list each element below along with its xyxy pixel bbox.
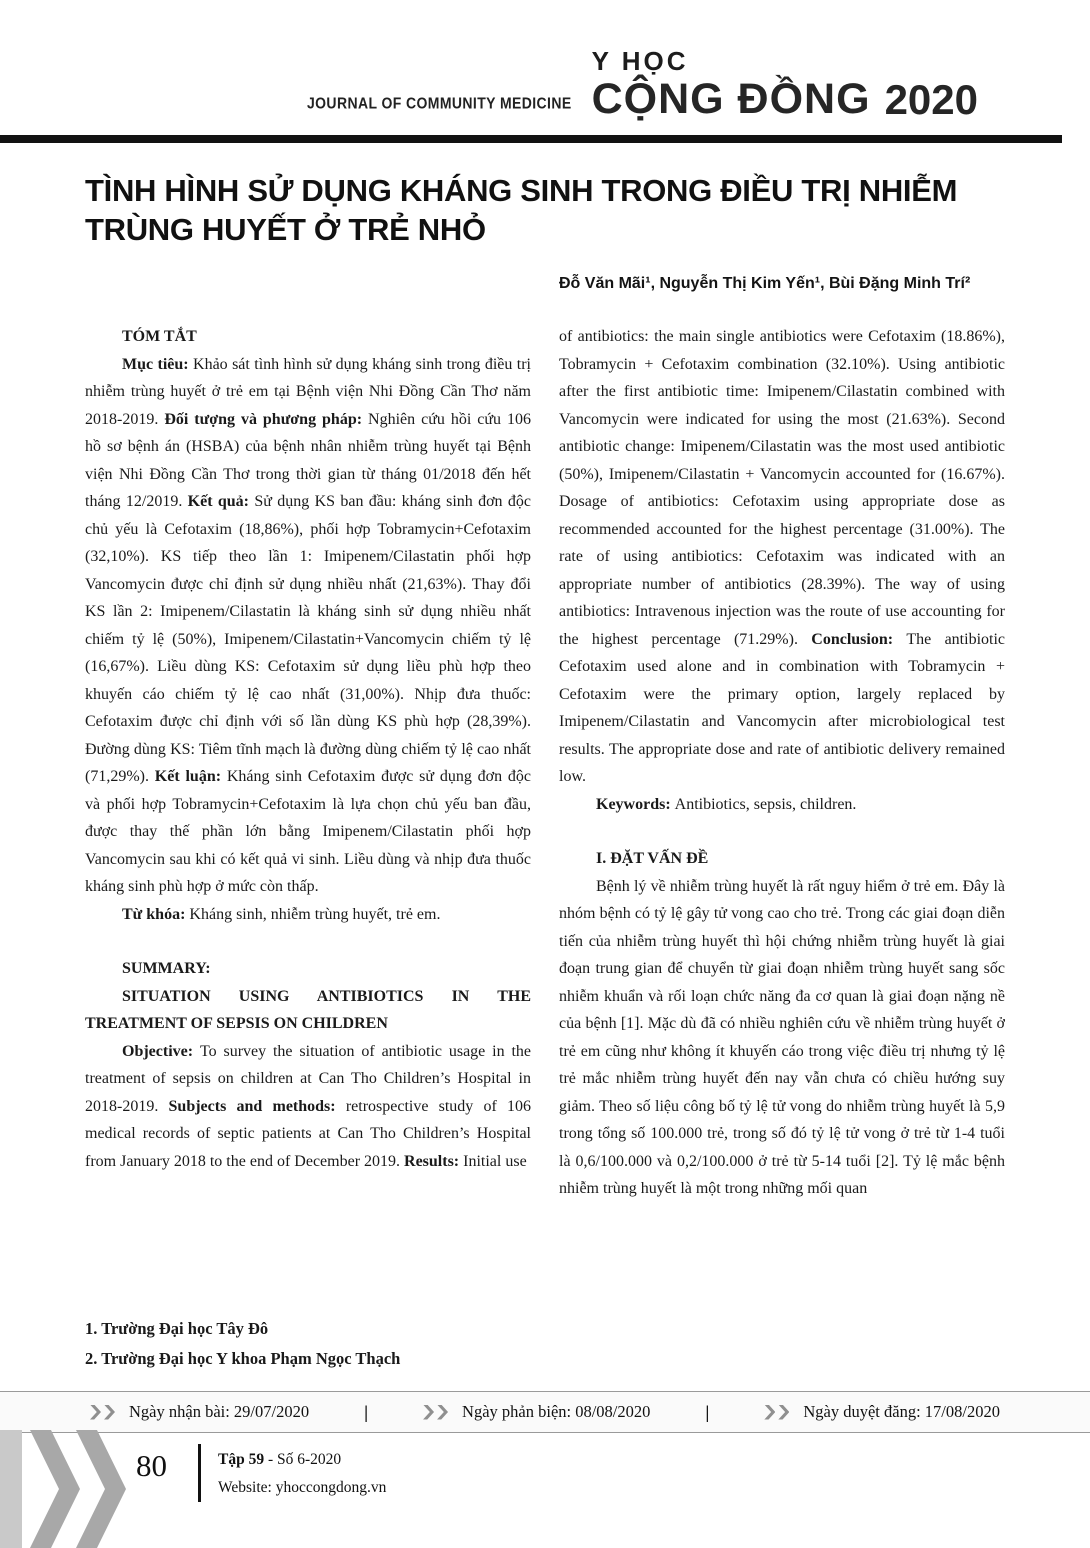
page-number: 80 bbox=[136, 1448, 167, 1483]
footer-side-rectangle bbox=[0, 1430, 22, 1548]
affiliation-line-2: 2. Trường Đại học Y khoa Phạm Ngọc Thạch bbox=[85, 1349, 401, 1368]
website-line: Website: yhoccongdong.vn bbox=[218, 1479, 387, 1496]
double-chevron-icon bbox=[90, 1405, 115, 1420]
footer-chevron-icon bbox=[76, 1430, 126, 1548]
keywords-en: Keywords: Antibiotics, sepsis, children. bbox=[596, 795, 857, 813]
issue-info bbox=[218, 1446, 386, 1502]
date-accepted bbox=[764, 1402, 1000, 1422]
double-chevron-icon bbox=[423, 1405, 448, 1420]
summary-title: SITUATION USING ANTIBIOTICS IN THE TREATMENT OF SEPSIS ON CHILDREN bbox=[85, 987, 531, 1032]
authors-line: Đỗ Văn Mãi¹, Nguyễn Thị Kim Yến¹, Bùi Đặng Minh Trí² bbox=[559, 275, 971, 292]
summary-heading: SUMMARY: bbox=[122, 960, 211, 977]
journal-name-label: JOURNAL OF COMMUNITY MEDICINE bbox=[306, 93, 572, 112]
date-reviewed-label: Ngày phản biện: 08/08/2020 bbox=[462, 1402, 651, 1421]
issue-number: - Số 6-2020 bbox=[264, 1451, 342, 1468]
logo-line-name: CỘNG ĐỒNG bbox=[591, 75, 871, 123]
affiliation-line-1: 1. Trường Đại học Tây Đô bbox=[85, 1319, 269, 1338]
journal-logo bbox=[592, 48, 978, 121]
date-reviewed bbox=[423, 1402, 650, 1422]
header-divider-bar bbox=[0, 135, 1062, 143]
authors-row bbox=[85, 275, 1005, 293]
issue-volume: Tập 59 bbox=[218, 1451, 265, 1468]
abstract-vi-paragraph: Mục tiêu: Khảo sát tình hình sử dụng kháng sinh trong điều trị nhiễm trùng huyết ở trẻ em tại Bệnh viện Nhi Đồng Cần Thơ năm 2018-2019. Đối tượng và phương pháp: Nghiên cứu hồi cứu 106 hồ sơ bệnh án (HSBA) của bệnh nhân nhiễm trùng huyết tại Bệnh viện Nhi Đồng Cần Thơ trong thời gian từ tháng 01/2018 đến hết tháng 12/2019. Kết quả: Sử dụng KS ban đầu: kháng sinh đơn độc chủ yếu là Cefotaxim (18,86%), phối hợp Tobramycin+Cefotaxim (32,10%). KS tiếp theo lần 1: Imipenem/Cilastatin phối hợp Vancomycin được chỉ định sử dụng nhiều nhất (21,63%). Thay đổi KS lần 2: Imipenem/Cilastatin là kháng sinh sử dụng nhiều nhất chiếm tỷ lệ (50%), Imipenem/Cilastatin+Vancomycin chiếm tỷ lệ (16,67%). Liều dùng KS: Cefotaxim sử dụng liều phù hợp theo khuyến cáo chiếm tỷ lệ cao nhất (31,00%). Nhịp đưa thuốc: Cefotaxim được chỉ định với số lần dùng KS phù hợp (28,39%). Đường dùng KS: Tiêm tĩnh mạch là đường dùng chiếm tỷ lệ cao nhất (71,29%). Kết luận: Kháng sinh Cefotaxim được sử dụng đơn độc và phối hợp Tobramycin+Cefotaxim là lựa chọn chủ yếu ban đầu, được thay thế phần lớn bằng Imipenem/Cilastatin phối hợp Vancomycin sau khi có kết quả vi sinh. Liều dùng và nhịp đưa thuốc kháng sinh phù hợp ở mức còn thấp. bbox=[85, 355, 532, 895]
right-column bbox=[559, 323, 1005, 1305]
article-title: TÌNH HÌNH SỬ DỤNG KHÁNG SINH TRONG ĐIỀU TRỊ NHIỄM TRÙNG HUYẾT Ở TRẺ NHỎ bbox=[85, 173, 958, 247]
journal-logo-main bbox=[592, 48, 871, 121]
abstract-vi-heading: TÓM TẮT bbox=[122, 328, 197, 345]
double-chevron-icon bbox=[764, 1405, 789, 1420]
keywords-vi: Từ khóa: Kháng sinh, nhiễm trùng huyết, trẻ em. bbox=[122, 905, 441, 923]
date-separator: | bbox=[364, 1401, 369, 1422]
footer-chevron-icon bbox=[30, 1430, 80, 1548]
introduction-heading: I. ĐẶT VẤN ĐỀ bbox=[596, 850, 709, 867]
affiliations bbox=[85, 1314, 400, 1374]
date-accepted-label: Ngày duyệt đăng: 17/08/2020 bbox=[803, 1402, 1000, 1421]
introduction-paragraph: Bệnh lý về nhiễm trùng huyết là rất nguy hiểm ở trẻ em. Đây là nhóm bệnh có tỷ lệ gây tử vong cao cho trẻ. Trong các giai đoạn diễn tiến của nhiễm trùng huyết thì hội chứng nhiễm trùng huyết là giai đoạn trung gian để chuyển từ giai đoạn nhiễm trùng huyết sang sốc nhiễm khuẩn và rối loạn chức năng đa cơ quan là giai đoạn nặng nề của bệnh [1]. Mặc dù đã có nhiều nghiên cứu về nhiễm trùng huyết ở trẻ em cũng như không ít khuyến cáo trong việc điều trị nhưng tỷ lệ trẻ mắc nhiễm trùng huyết đến nay vẫn chưa có chiều hướng suy giảm. Theo số liệu công bố tỷ lệ tử vong do nhiễm trùng huyết là 5,9 trong tổng số 100.000 trẻ, trong số đó tỷ lệ tử vong ở trẻ từ 1-4 tuổi là 0,6/100.000 và 0,2/100.000 ở trẻ từ 5-14 tuổi [2]. Tỷ lệ mắc bệnh nhiễm trùng huyết là một trong những mối quan bbox=[559, 877, 1005, 1197]
footer-vertical-divider bbox=[198, 1444, 201, 1502]
dates-bar bbox=[0, 1391, 1090, 1433]
abstract-en-part2: of antibiotics: the main single antibiotics were Cefotaxim (18.86%), Tobramycin + Cefotaxim combination (32.10%). Using antibiotic after the first antibiotic time: Imipenem/Cilastatin combined with Vancomycin were indicated for using the most (21.63%). Second antibiotic change: Imipenem/Cilastatin was the most used antibiotic (50%), Imipenem/Cilastatin + Vancomycin accounted for (16.67%). Dosage of antibiotics: Cefotaxim using appropriate dose as recommended accounted for the highest percentage (31.00%). The rate of using antibiotics: Cefotaxim was indicated with an appropriate number of antibiotics (28.39%). The way of using antibiotics: Intravenous injection was the route of use accounting for the highest percentage (71.29%). Conclusion: The antibiotic Cefotaxim used alone and in combination with Tobramycin + Cefotaxim were the primary option, largely replaced by Imipenem/Cilastatin and Vancomycin after microbiological test results. The appropriate dose and rate of antibiotic delivery remained low. bbox=[559, 328, 1005, 785]
date-received-label: Ngày nhận bài: 29/07/2020 bbox=[129, 1402, 310, 1421]
left-column bbox=[85, 323, 531, 1305]
logo-line-top: Y HỌC bbox=[591, 46, 689, 76]
date-separator: | bbox=[705, 1401, 710, 1422]
date-received bbox=[90, 1402, 309, 1422]
article-body bbox=[85, 323, 1005, 1305]
logo-year: 2020 bbox=[884, 76, 978, 123]
issue-line bbox=[218, 1446, 386, 1474]
page-header bbox=[0, 0, 1090, 121]
abstract-en-part1: Objective: To survey the situation of antibiotic usage in the treatment of sepsis on children at Can Tho Children’s Hospital in 2018-2019. Subjects and methods: retrospective study of 106 medical records of septic patients at Can Tho Children’s Hospital from January 2018 to the end of December 2019. Results: Initial use bbox=[85, 1042, 532, 1170]
